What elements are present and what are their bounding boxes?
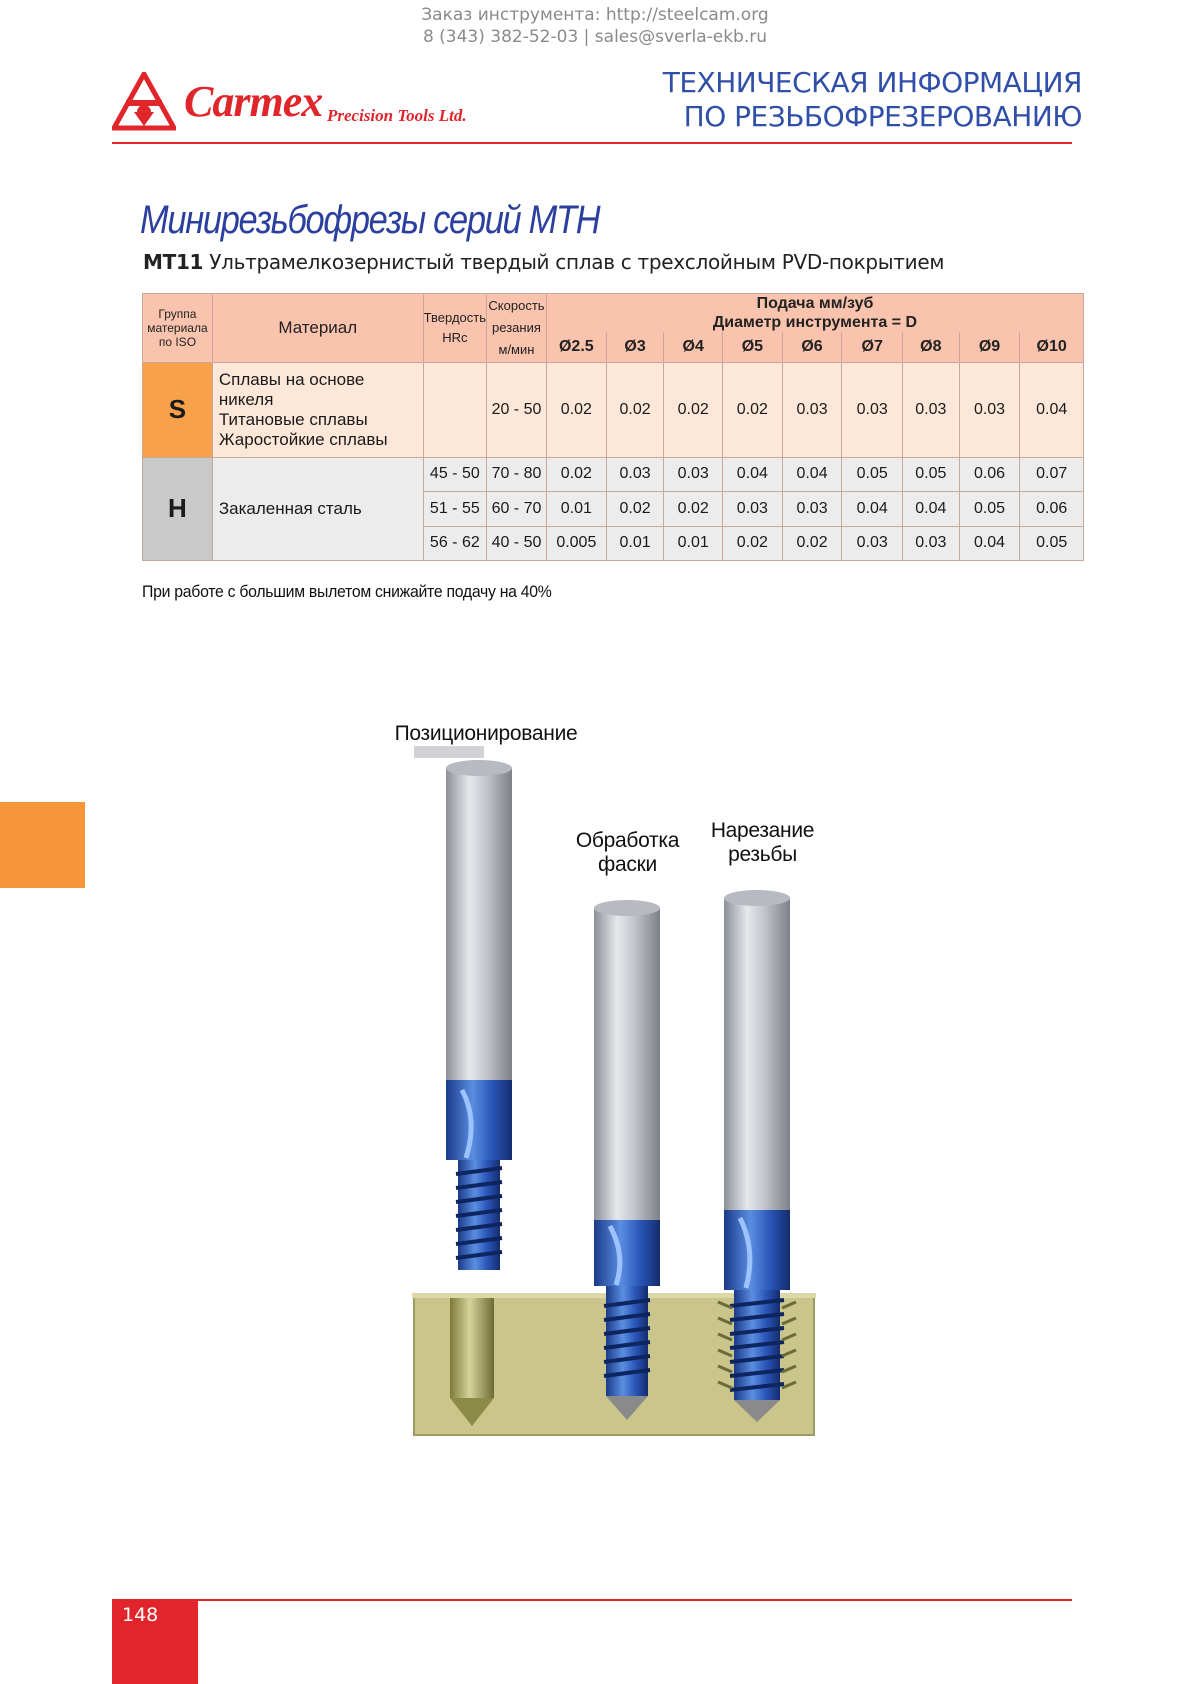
feed-cell: 0.03	[664, 457, 723, 491]
hardness-cell: 51 - 55	[423, 491, 486, 526]
feed-cell: 0.02	[546, 457, 606, 491]
thread-milling-process-illustration	[370, 740, 840, 1440]
diameter-header: Ø7	[842, 332, 903, 362]
grade-code: MT11	[143, 250, 204, 274]
feed-cell: 0.005	[546, 526, 606, 560]
feed-cell: 0.03	[842, 362, 903, 457]
hardness-cell: 56 - 62	[423, 526, 486, 560]
diameter-header: Ø6	[782, 332, 842, 362]
phone-email-line: 8 (343) 382-52-03 | sales@sverla-ekb.ru	[422, 27, 768, 47]
order-url-line: Заказ инструмента: http://steelcam.org	[421, 5, 769, 25]
feed-table	[142, 293, 1084, 561]
speed-cell: 60 - 70	[487, 491, 547, 526]
speed-cell: 20 - 50	[487, 362, 547, 457]
grade-description: Ультрамелкозернистый твердый сплав с трехслойным PVD-покрытием	[203, 250, 945, 274]
feed-cell: 0.04	[842, 491, 903, 526]
section-header	[663, 66, 1082, 134]
page-subtitle	[143, 250, 944, 274]
feed-cell: 0.03	[606, 457, 664, 491]
feed-cell: 0.05	[959, 491, 1020, 526]
speed-cell: 70 - 80	[487, 457, 547, 491]
brand-subtitle: Precision Tools Ltd.	[327, 106, 467, 125]
diameter-header: Ø2.5	[546, 332, 606, 362]
hardness-cell	[423, 362, 486, 457]
feed-cell: 0.05	[842, 457, 903, 491]
header-hardness: Твердость HRc	[423, 294, 486, 363]
order-contact-info	[0, 4, 1190, 48]
section-header-line1: ТЕХНИЧЕСКАЯ ИНФОРМАЦИЯ	[662, 66, 1082, 99]
tool-shank-top	[414, 746, 484, 758]
feed-cell: 0.05	[1020, 526, 1084, 560]
label-chamfer: Обработка фаски	[575, 829, 680, 876]
diameter-header: Ø5	[723, 332, 783, 362]
section-side-tab	[0, 802, 85, 888]
feed-cell: 0.03	[903, 526, 960, 560]
diameter-header: Ø4	[664, 332, 723, 362]
feed-cell: 0.03	[903, 362, 960, 457]
feed-cell: 0.04	[723, 457, 783, 491]
carmex-emblem-icon	[112, 72, 176, 132]
iso-group-h: H	[143, 457, 213, 560]
section-header-line2: ПО РЕЗЬБОФРЕЗЕРОВАНИЮ	[683, 100, 1082, 133]
feed-cell: 0.07	[1020, 457, 1084, 491]
footer-divider	[196, 1599, 1072, 1601]
positioning-tool	[446, 760, 512, 1270]
header-cutting-speed: Скорость резания м/мин	[487, 294, 547, 363]
feed-cell: 0.03	[723, 491, 783, 526]
header-material: Материал	[212, 294, 423, 363]
page-number: 148	[122, 1604, 159, 1626]
brand-name: Carmex	[184, 77, 323, 126]
feed-cell: 0.02	[723, 526, 783, 560]
hardness-cell: 45 - 50	[423, 457, 486, 491]
feed-cell: 0.02	[723, 362, 783, 457]
feed-cell: 0.04	[1020, 362, 1084, 457]
feed-cell: 0.01	[664, 526, 723, 560]
feed-cell: 0.01	[546, 491, 606, 526]
header-iso-group: Группа материала по ISO	[143, 294, 213, 363]
feed-cell: 0.02	[782, 526, 842, 560]
diameter-header: Ø3	[606, 332, 664, 362]
feed-cell: 0.03	[842, 526, 903, 560]
feed-cell: 0.02	[664, 362, 723, 457]
material-cell-h: Закаленная сталь	[212, 457, 423, 560]
feed-cell: 0.03	[782, 491, 842, 526]
feed-reduction-note: При работе с большим вылетом снижайте подачу на 40%	[142, 582, 552, 601]
feed-cell: 0.06	[959, 457, 1020, 491]
feed-cell: 0.02	[606, 491, 664, 526]
carmex-logo	[112, 72, 472, 132]
diameter-header: Ø8	[903, 332, 960, 362]
label-positioning: Позиционирование	[394, 722, 578, 745]
table-row-group-h-1	[143, 457, 1084, 491]
header-divider	[112, 142, 1072, 144]
feed-cell: 0.05	[903, 457, 960, 491]
diameter-header: Ø9	[959, 332, 1020, 362]
header-feed: Подача мм/зуб Диаметр инструмента = D	[546, 294, 1083, 333]
table-row-group-s	[143, 362, 1084, 457]
feed-cell: 0.02	[606, 362, 664, 457]
feed-cell: 0.01	[606, 526, 664, 560]
feed-cell: 0.02	[546, 362, 606, 457]
feed-cell: 0.04	[903, 491, 960, 526]
feed-cell: 0.02	[664, 491, 723, 526]
iso-group-s: S	[143, 362, 213, 457]
label-thread: Нарезание резьбы	[710, 819, 815, 866]
feed-cell: 0.03	[782, 362, 842, 457]
diameter-header: Ø10	[1020, 332, 1084, 362]
feed-cell: 0.04	[782, 457, 842, 491]
feed-cell: 0.03	[959, 362, 1020, 457]
feed-cell: 0.04	[959, 526, 1020, 560]
material-cell-s: Сплавы на основе никеля Титановые сплавы Жаростойкие сплавы	[212, 362, 423, 457]
speed-cell: 40 - 50	[487, 526, 547, 560]
page-title: Минирезьбофрезы серий MTH	[140, 198, 600, 242]
feed-cell: 0.06	[1020, 491, 1084, 526]
